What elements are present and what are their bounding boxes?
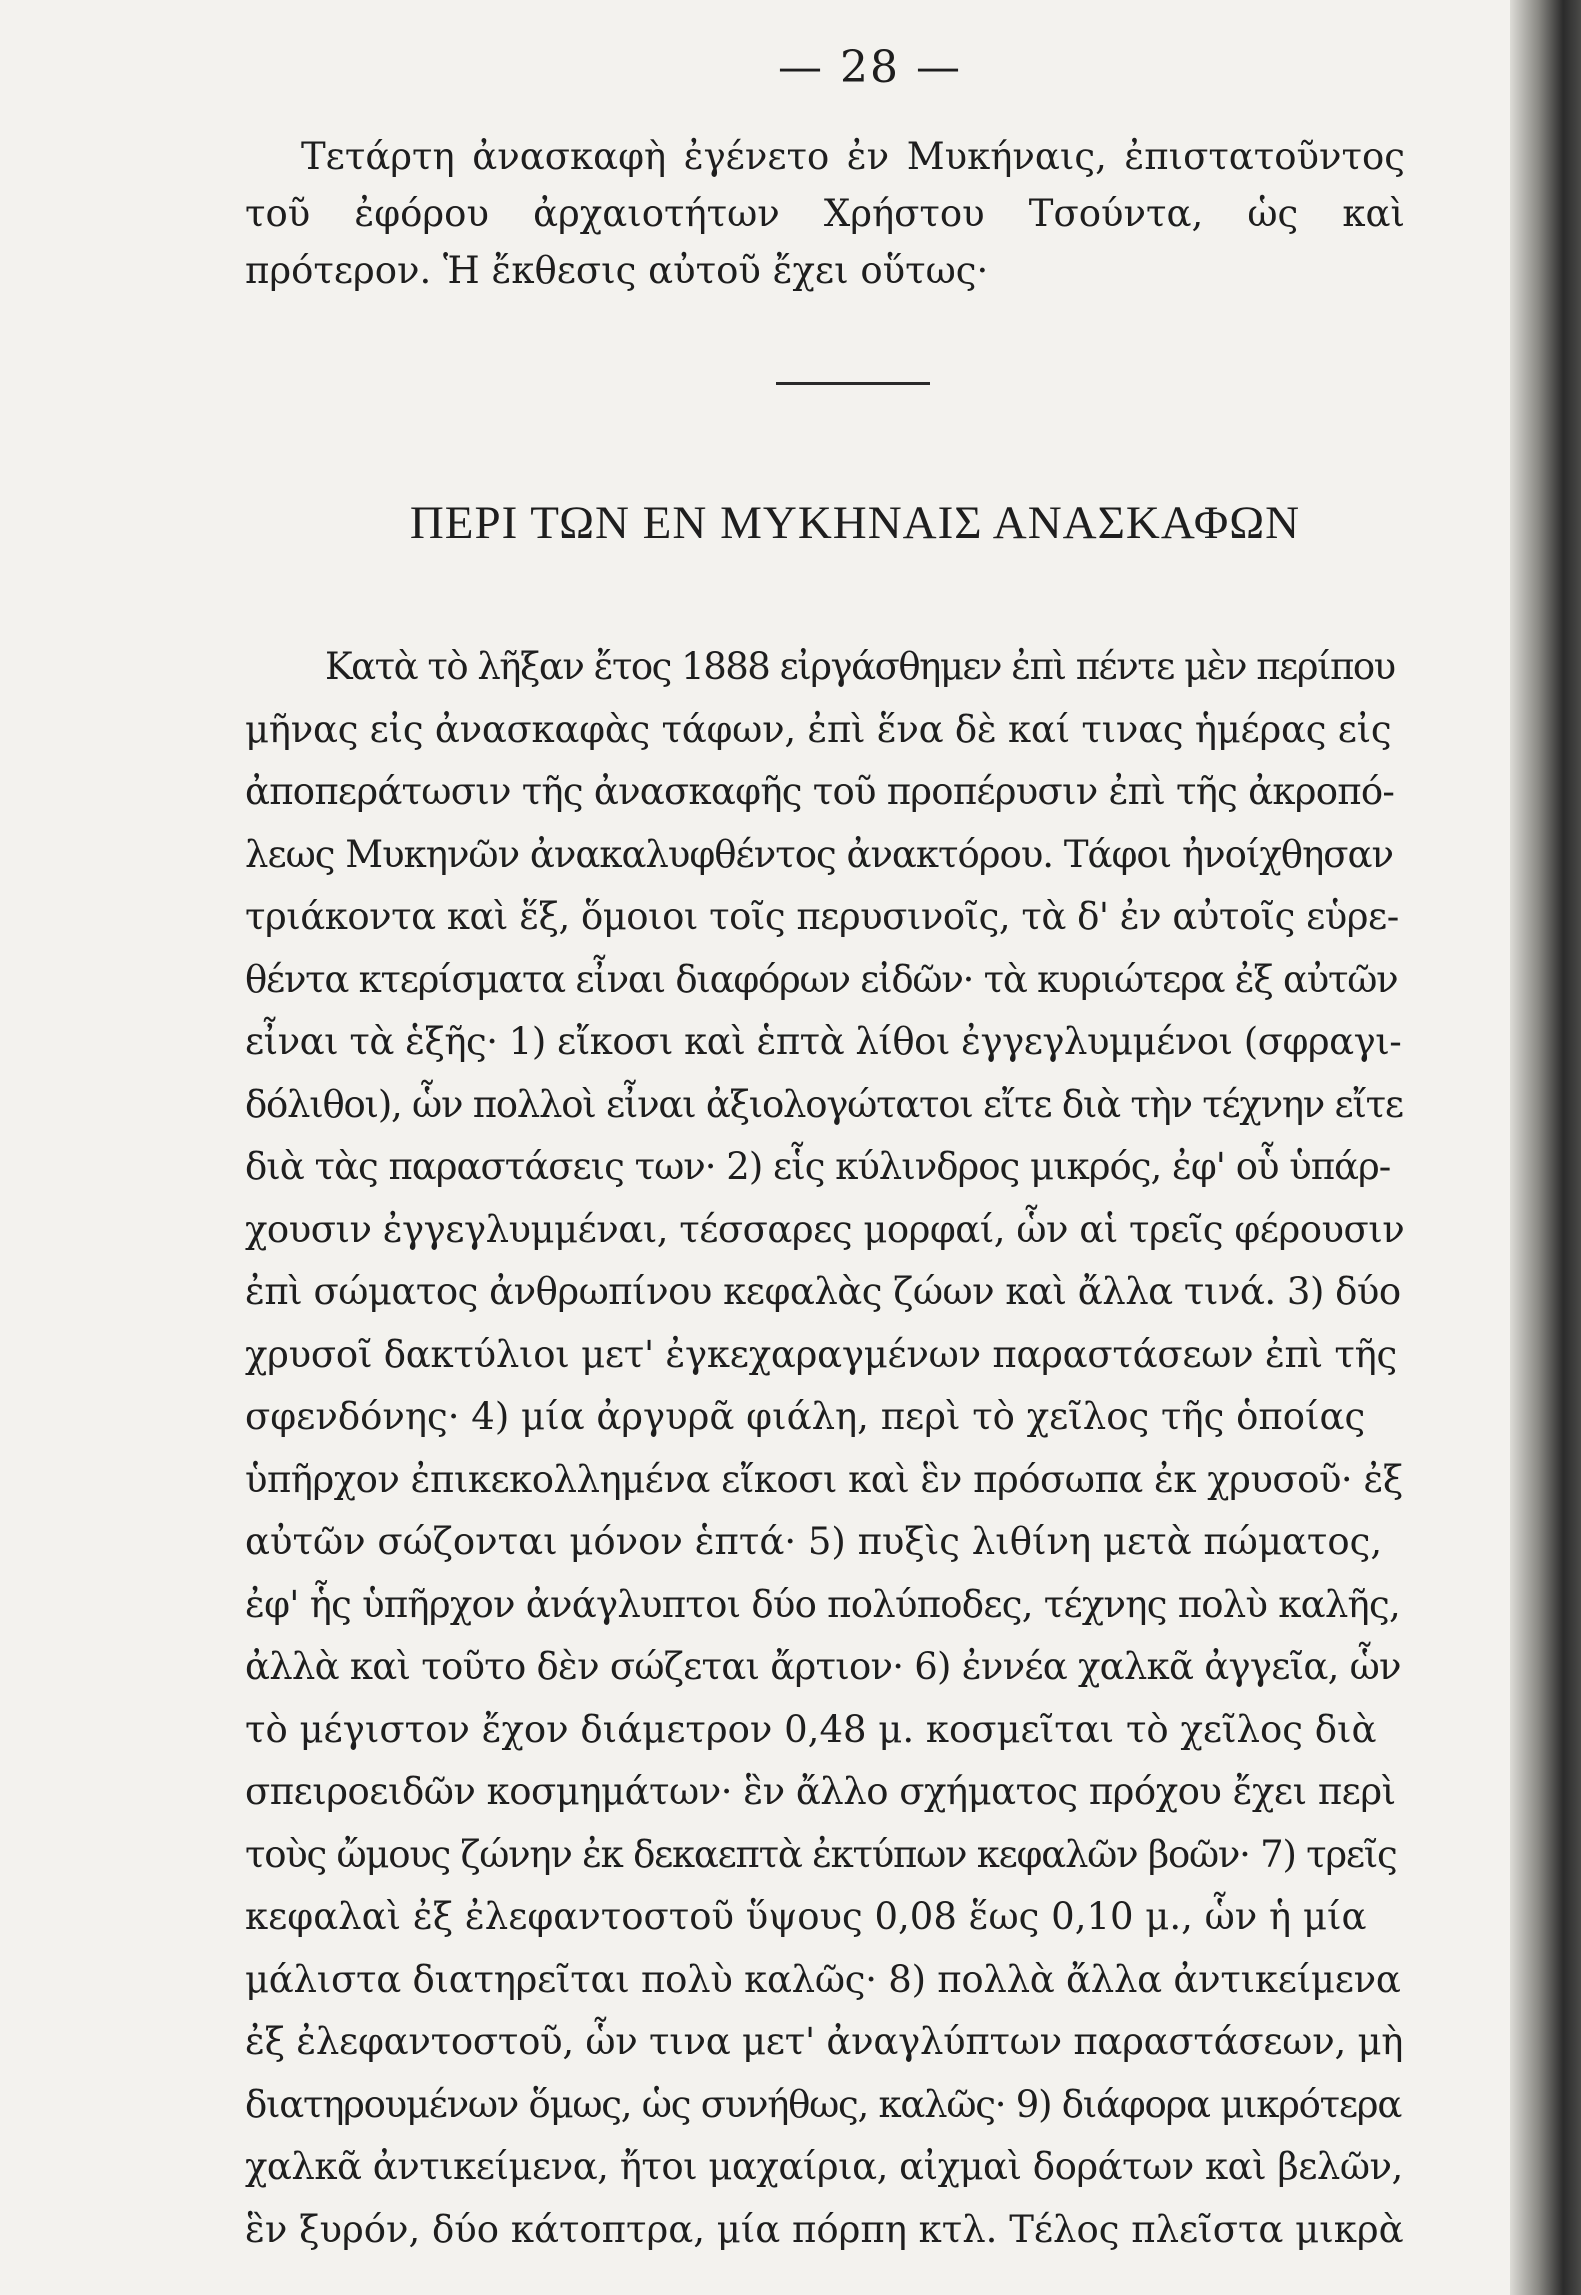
body-paragraph [245, 636, 1405, 2261]
text-line: δόλιθοι), ὧν πολλοὶ εἶναι ἀξιολογώτατοι εἴτε διὰ τὴν τέχνην εἴτε [245, 1082, 1403, 1126]
section-heading: ΠΕΡΙ ΤΩΝ ΕΝ ΜΥΚΗΝΑΙΣ ΑΝΑΣΚΑΦΩΝ [409, 497, 1301, 549]
text-line: σφενδόνης· 4) μία ἀργυρᾶ φιάλη, περὶ τὸ χεῖλος τῆς ὁποίας [245, 1395, 1366, 1438]
text-line: λεως Μυκηνῶν ἀνακαλυφθέντος ἀνακτόρου. Τάφοι ἠνοίχθησαν [245, 832, 1393, 876]
text-line: διὰ τὰς παραστάσεις των· 2) εἷς κύλινδρος μικρός, ἐφ' οὗ ὑπάρ- [245, 1145, 1391, 1188]
intro-paragraph: Τετάρτη ἀνασκαφὴ ἐγένετο ἐν Μυκήναις, ἐπιστατοῦντος τοῦ ἐφόρου ἀρχαιοτήτων Χρήστου Τσούντα, ὡς καὶ πρότερον. Ἡ ἔκθεσις αὐτοῦ ἔχει οὕτως· [245, 135, 1405, 292]
section-divider [776, 382, 930, 385]
book-binding-edge [1510, 0, 1581, 2295]
text-line: ὑπῆρχον ἐπικεκολλημένα εἴκοσι καὶ ἓν πρόσωπα ἐκ χρυσοῦ· ἐξ [245, 1457, 1403, 1501]
text-line: ἐξ ἐλεφαντοστοῦ, ὧν τινα μετ' ἀναγλύπτων παραστάσεων, μὴ [245, 2020, 1404, 2063]
text-line: τὸ μέγιστον ἔχον διάμετρον 0,48 μ. κοσμεῖται τὸ χεῖλος διὰ [245, 1707, 1377, 1751]
text-line: ἀλλὰ καὶ τοῦτο δὲν σώζεται ἄρτιον· 6) ἐννέα χαλκᾶ ἀγγεῖα, ὧν [245, 1645, 1401, 1688]
text-line: εἶναι τὰ ἑξῆς· 1) εἴκοσι καὶ ἑπτὰ λίθοι ἐγγεγλυμμένοι (σφραγι- [245, 1020, 1402, 1063]
text-line: μάλιστα διατηρεῖται πολὺ καλῶς· 8) πολλὰ ἄλλα ἀντικείμενα [245, 1957, 1401, 2001]
text-line: θέντα κτερίσματα εἶναι διαφόρων εἰδῶν· τὰ κυριώτερα ἐξ αὐτῶν [245, 957, 1398, 1001]
page-number: — 28 — [778, 42, 962, 93]
text-line: ἓν ξυρόν, δύο κάτοπτρα, μία πόρπη κτλ. Τέλος πλεῖστα μικρὰ [245, 2207, 1404, 2251]
text-line: αὐτῶν σώζονται μόνον ἑπτά· 5) πυξὶς λιθίνη μετὰ πώματος, [245, 1520, 1383, 1563]
text-line: Κατὰ τὸ λῆξαν ἔτος 1888 εἰργάσθημεν ἐπὶ πέντε μὲν περίπου [325, 645, 1395, 688]
text-line: τοὺς ὤμους ζώνην ἐκ δεκαεπτὰ ἐκτύπων κεφαλῶν βοῶν· 7) τρεῖς [245, 1832, 1397, 1876]
text-line: σπειροειδῶν κοσμημάτων· ἓν ἄλλο σχήματος πρόχου ἔχει περὶ [245, 1770, 1396, 1813]
text-line: χουσιν ἐγγεγλυμμέναι, τέσσαρες μορφαί, ὧν αἱ τρεῖς φέρουσιν [245, 1207, 1405, 1251]
text-line: ἀποπεράτωσιν τῆς ἀνασκαφῆς τοῦ προπέρυσιν ἐπὶ τῆς ἀκροπό- [245, 770, 1395, 813]
text-line: διατηρουμένων ὅμως, ὡς συνήθως, καλῶς· 9) διάφορα μικρότερα [245, 2082, 1402, 2126]
text-line: μῆνας εἰς ἀνασκαφὰς τάφων, ἐπὶ ἕνα δὲ καί τινας ἡμέρας εἰς [245, 707, 1392, 751]
text-line: ἐφ' ἧς ὑπῆρχον ἀνάγλυπτοι δύο πολύποδες, τέχνης πολὺ καλῆς, [245, 1582, 1400, 1626]
text-line: χαλκᾶ ἀντικείμενα, ἤτοι μαχαίρια, αἰχμαὶ δοράτων καὶ βελῶν, [245, 2145, 1403, 2188]
text-line: κεφαλαὶ ἐξ ἐλεφαντοστοῦ ὕψους 0,08 ἕως 0,10 μ., ὧν ἡ μία [245, 1895, 1367, 1938]
text-line: ἐπὶ σώματος ἀνθρωπίνου κεφαλὰς ζώων καὶ ἄλλα τινά. 3) δύο [245, 1270, 1401, 1313]
text-line: τριάκοντα καὶ ἕξ, ὅμοιοι τοῖς περυσινοῖς, τὰ δ' ἐν αὐτοῖς εὑρε- [245, 895, 1399, 938]
text-line: χρυσοῖ δακτύλιοι μετ' ἐγκεχαραγμένων παραστάσεων ἐπὶ τῆς [245, 1332, 1397, 1376]
